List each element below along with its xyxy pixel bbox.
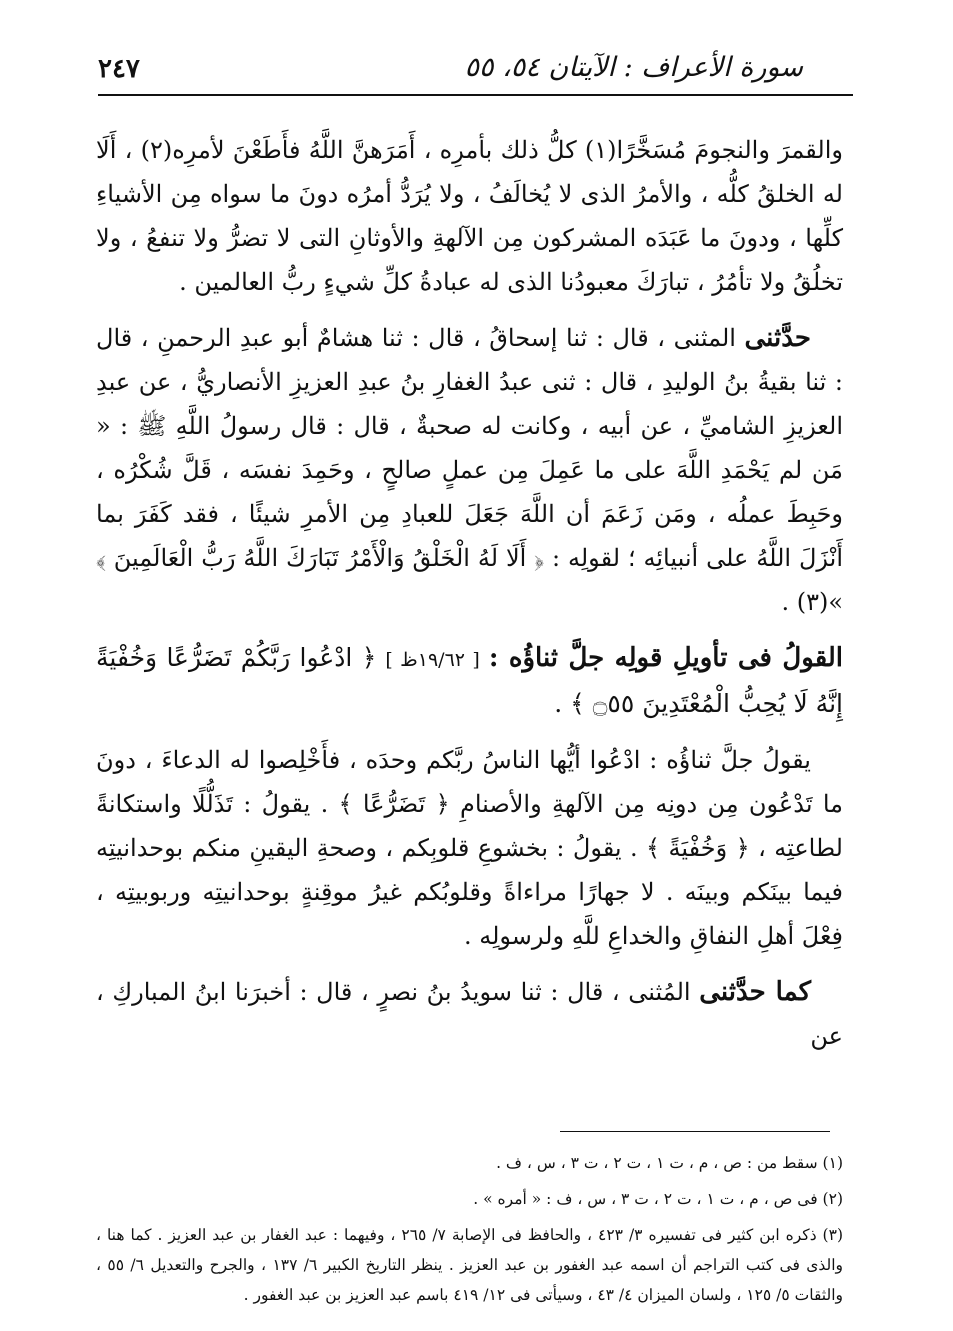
paragraph-3 (96, 738, 843, 958)
paragraph-2 (96, 316, 843, 624)
quran-verse: ﴿ ادْعُوا رَبَّكُمْ تَضَرُّعًا وَخُفْيَةً إِنَّهُ لَا يُحِبُّ الْمُعْتَدِينَ ۝٥٥ ﴾ . (96, 643, 843, 718)
manuscript-marker: [ ١٩/٦٢ظ ] (385, 649, 480, 671)
paragraph-4 (96, 970, 843, 1058)
paragraph-2-lead: حدَّثنى (744, 323, 811, 353)
header-rule (98, 94, 853, 96)
footnote-rule (560, 1131, 830, 1132)
footnote-3: (٣) ذكره ابن كثير فى تفسيره ٣/ ٤٢٣ ، والحافظ فى الإصابة ٧/ ٢٦٥ ، وفيهما : عبد الغفار بن عبد العزيز . كما هنا ، والذى فى كتب التراجم أن اسمه عبد الغفور بن عبد العزيز . ينظر التاريخ الكبير ٦/ ١٣٧ ، والجرح والتعديل ٦/ ٥٥ ، والثقات ٥/ ١٢٥ ، ولسان الميزان ٤/ ٤٣ ، وسيأتى فى ١٢/ ٤١٩ باسم عبد العزيز بن عبد الغفور . (96, 1226, 844, 1304)
page-header (98, 48, 853, 94)
page-number: ٢٤٧ (98, 54, 140, 84)
section-heading (96, 636, 843, 726)
running-title: سورة الأعراف : الآيتان ٥٤، ٥٥ (464, 52, 803, 83)
footnote-2: (٢) فى ص ، م ، ت ١ ، ت ٢ ، ت ٣ ، س ، ف : « أمره » . (473, 1190, 843, 1208)
paragraph-2-text: المثنى ، قال : ثنا إسحاقُ ، قال : ثنا هشامٌ أبو عبدِ الرحمنِ ، قال : ثنا بقيةُ بنُ الوليدِ ، قال : ثنى عبدُ الغفارِ بنُ عبدِ العزيزِ الأنصاريُّ ، عن عبدِ العزيزِ الشاميِّ ، عن أبيه ، وكانت له صحبةٌ ، قال : قال رسولُ اللَّهِ ﷺ : « مَن لم يَحْمَدِ اللَّهَ على ما عَمِلَ مِن عملٍ صالحٍ ، وحَمِدَ نفسَه ، قَلَّ شُكْرُه ، وحَبِطَ عملُه ، ومَن زَعَمَ أن اللَّهَ جَعَلَ للعبادِ مِن الأمرِ شيئًا ، فقد كَفَرَ بما أَنْزَلَ اللَّهُ على أنبيائِه ؛ لقولِه : ﴿ أَلَا لَهُ الْخَلْقُ وَالْأَمْرُ تَبَارَكَ اللَّهُ رَبُّ الْعَالَمِينَ ﴾ »(٣) . (96, 324, 843, 616)
heading-lead: القولُ فى تأويلِ قولِه جلَّ ثناؤُه : (488, 643, 844, 673)
paragraph-4-text: المُثنى ، قال : ثنا سويدُ بنُ نصرٍ ، قال : أخبرَنا ابنُ المباركِ ، عن (96, 978, 843, 1050)
main-text (96, 128, 843, 1070)
paragraph-3-text: يقولُ جلَّ ثناؤُه : ادْعُوا أيُّها الناسُ ربَّكم وحدَه ، فأَخْلِصوا له الدعاءَ ، دونَ ما تَدْعُون مِن دونِه مِن الآلهةِ والأصنامِ ﴿ تَضَرُّعًا ﴾ . يقولُ : تَذَلُّلًا واستكانةً لطاعتِه ، ﴿ وَخُفْيَةً ﴾ . يقولُ : بخشوعِ قلوبِكم ، وصحةِ اليقينِ منكم بوحدانيتِه فيما بينَكم وبينَه . لا جهارًا مراءاةً وقلوبُكم غيرُ موقِنةٍ بوحدانيتِه وربوبيتِه ، فِعْلَ أهلِ النفاقِ والخداعِ للَّهِ ولرسولِه . (96, 746, 843, 950)
footnote-1: (١) سقط من : ص ، م ، ت ١ ، ت ٢ ، ت ٣ ، س ، ف . (496, 1154, 843, 1172)
paragraph-1 (96, 128, 843, 304)
footnotes (96, 1148, 843, 1316)
paragraph-1-text: والقمرَ والنجومَ مُسَخَّرًا(١) كلُّ ذلك بأمرِه ، أَمَرَهنَّ اللَّهُ فأَطَعْنَ لأمرِه(٢) ، أَلَا له الخلقُ كلُّه ، والأمرُ الذى لا يُخالَفُ ، ولا يُرَدُّ أمرُه دونَ ما سواه مِن الأشياءِ كلِّها ، ودونَ ما عَبَدَه المشركون مِن الآلهةِ والأوثانِ التى لا تضرُّ ولا تنفعُ ، ولا تخلُقُ ولا تأمُرُ ، تبارَكَ معبودُنا الذى له عبادةُ كلِّ شيءٍ ربُّ العالمين . (96, 136, 843, 296)
paragraph-4-lead: كما حدَّثنى (699, 977, 812, 1007)
